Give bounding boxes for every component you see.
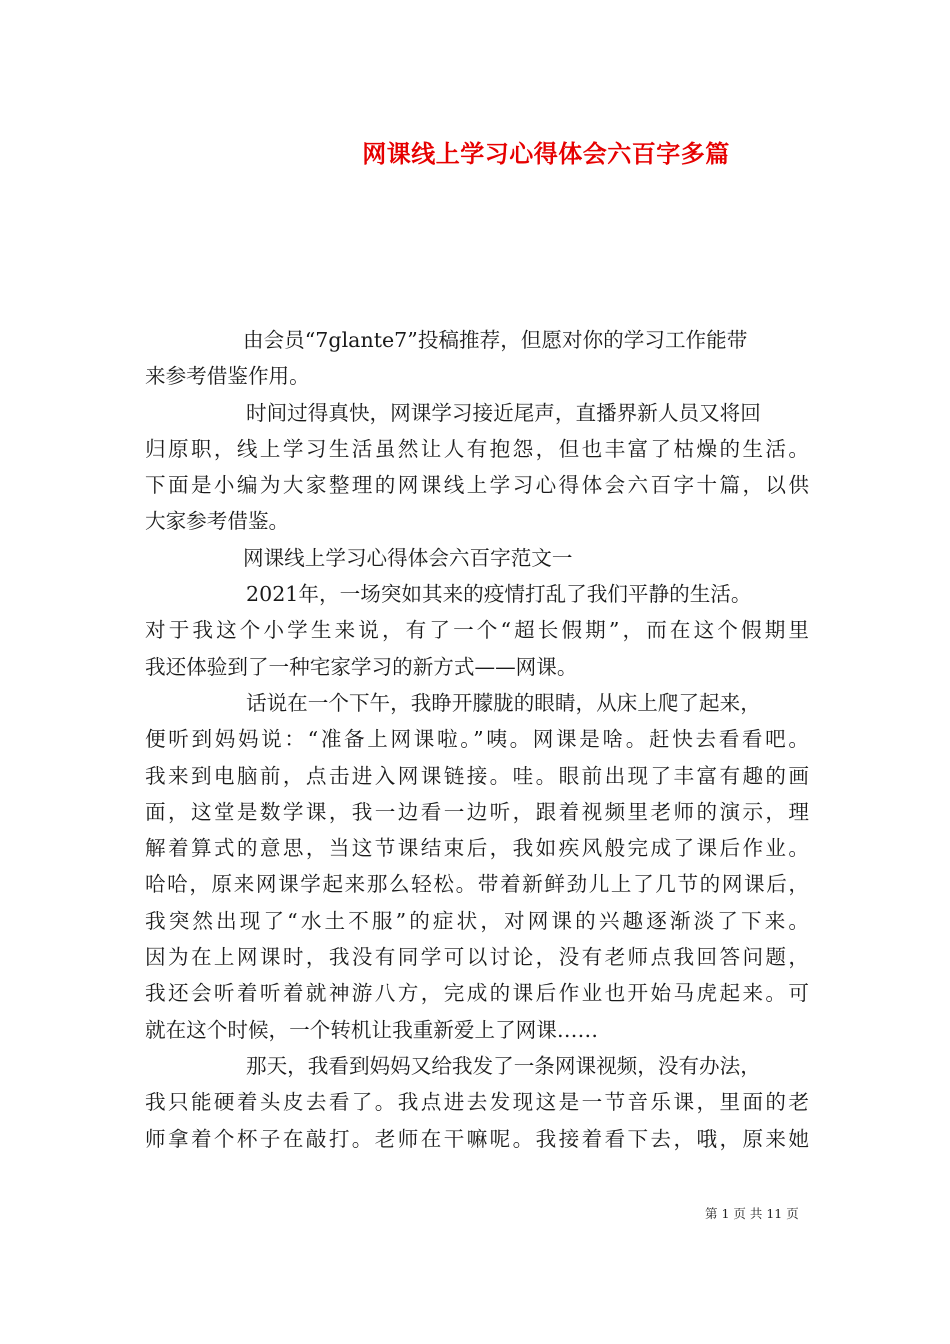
paragraph-line: 师拿着个杯子在敲打。老师在干嘛呢。我接着看下去，哦，原来她	[145, 1126, 809, 1151]
paragraph-line: 我来到电脑前，点击进入网课链接。哇。眼前出现了丰富有趣的画	[145, 763, 809, 788]
paragraph-line: 便听到妈妈说：“准备上网课啦。”咦。网课是啥。赶快去看看吧。	[145, 727, 809, 752]
paragraph-line: 我只能硬着头皮去看了。我点进去发现这是一节音乐课，里面的老	[145, 1090, 809, 1115]
paragraph-line: 2021年，一场突如其来的疫情打乱了我们平静的生活。	[246, 582, 752, 607]
paragraph-line: 我还体验到了一种宅家学习的新方式——网课。	[145, 654, 578, 679]
document-body	[145, 322, 809, 1157]
paragraph-line: 对于我这个小学生来说，有了一个“超长假期”，而在这个假期里	[145, 618, 809, 643]
paragraph-line: 因为在上网课时，我没有同学可以讨论，没有老师点我回答问题，	[145, 945, 809, 970]
paragraph-line: 由会员“7glante7”投稿推荐，但愿对你的学习工作能带	[243, 328, 748, 352]
paragraph-line: 哈哈，原来网课学起来那么轻松。带着新鲜劲儿上了几节的网课后，	[145, 872, 809, 897]
page-number-footer: 第 1 页 共 11 页	[705, 1206, 799, 1221]
paragraph-line: 解着算式的意思，当这节课结束后，我如疾风般完成了课后作业。	[145, 836, 809, 861]
paragraph-line: 归原职，线上学习生活虽然让人有抱怨，但也丰富了枯燥的生活。	[145, 436, 809, 461]
paragraph-line: 我突然出现了“水土不服”的症状，对网课的兴趣逐渐淡了下来。	[145, 908, 809, 933]
paragraph-line: 下面是小编为大家整理的网课线上学习心得体会六百字十篇，以供	[145, 473, 809, 498]
paragraph-line: 来参考借鉴作用。	[145, 364, 310, 389]
paragraph-line: 那天，我看到妈妈又给我发了一条网课视频，没有办法，	[246, 1053, 761, 1078]
paragraph-line: 面，这堂是数学课，我一边看一边听，跟着视频里老师的演示，理	[145, 799, 809, 824]
paragraph-line: 时间过得真快，网课学习接近尾声，直播界新人员又将回	[246, 400, 761, 425]
paragraph-line: 就在这个时候，一个转机让我重新爱上了网课……	[145, 1017, 599, 1042]
document-title: 网课线上学习心得体会六百字多篇	[362, 139, 730, 168]
paragraph-line: 我还会听着听着就神游八方，完成的课后作业也开始马虎起来。可	[145, 981, 809, 1006]
paragraph-line: 话说在一个下午，我睁开朦胧的眼睛，从床上爬了起来，	[246, 690, 761, 715]
paragraph-line: 大家参考借鉴。	[145, 509, 290, 534]
section-heading: 网课线上学习心得体会六百字范文一	[243, 545, 573, 570]
